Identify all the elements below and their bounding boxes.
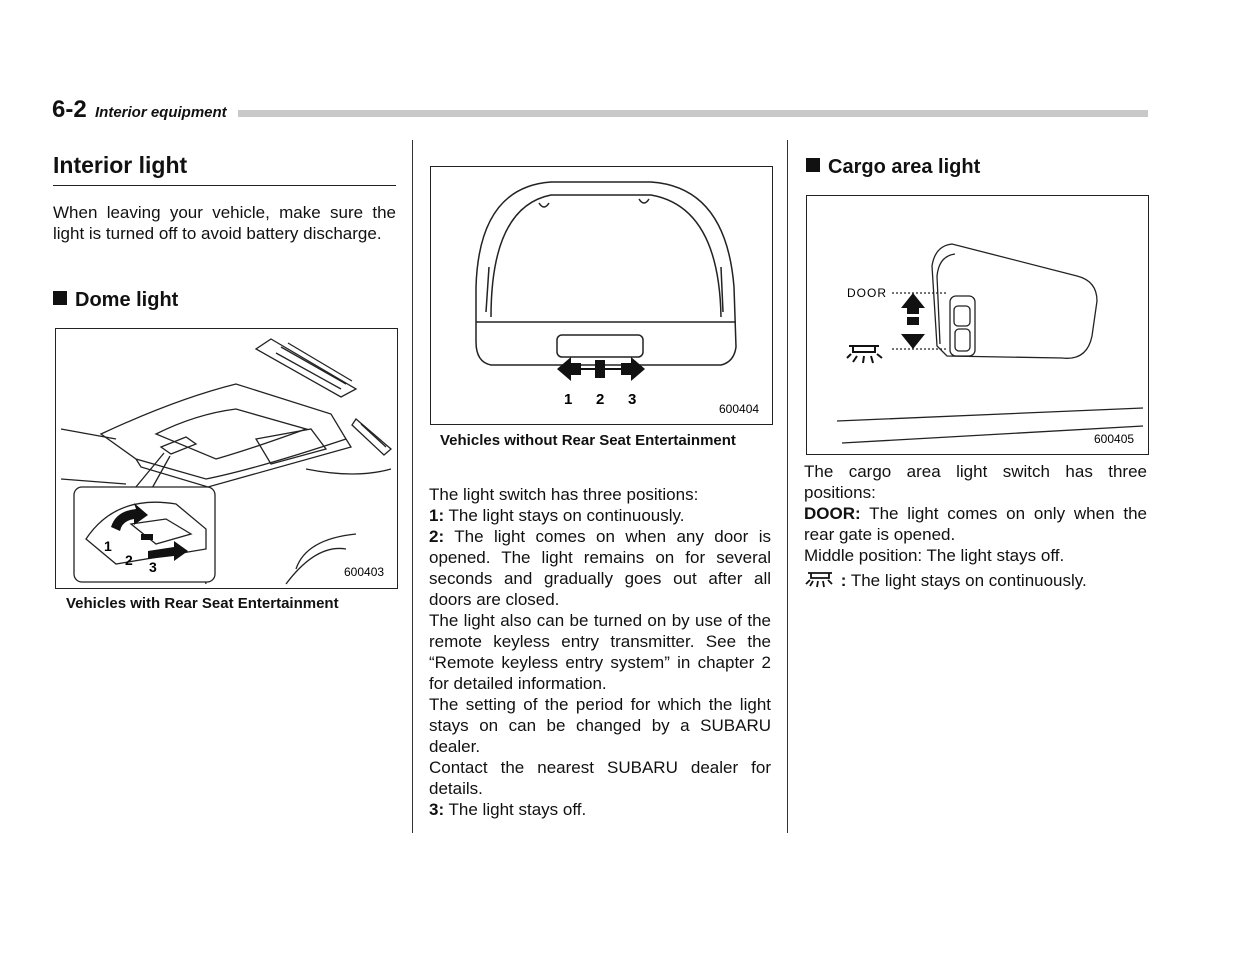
cargo-light-illustration — [807, 196, 1148, 454]
dome-line-3: The light also can be turned on by use of the remote keyless entry transmitter. See the “Remote keyless entry system” in chapter 2 for detailed information. — [429, 611, 771, 693]
dome-line-0: The light switch has three positions: — [429, 485, 699, 504]
lamp-icon — [804, 570, 836, 588]
figure2-label-3: 3 — [628, 391, 637, 408]
column-divider-2 — [787, 140, 788, 833]
dome-line-2: 2: The light comes on when any door is opened. The light remains on for several seconds and gradually goes out after all doors are closed. — [429, 527, 771, 609]
figure3-code: 600405 — [1094, 432, 1135, 446]
cargo-light-heading: Cargo area light — [806, 156, 980, 179]
cargo-light-figure — [806, 195, 1149, 455]
column-divider-1 — [412, 140, 413, 833]
page-number: 6-2 — [52, 96, 87, 123]
dome-light-rse-illustration — [56, 329, 397, 588]
intro-paragraph: When leaving your vehicle, make sure the light is turned off to avoid battery discharge. — [53, 203, 396, 243]
figure2-label-1: 1 — [564, 391, 573, 408]
cargo-on-line: : The light stays on continuously. — [804, 570, 1147, 591]
dome-line-5: Contact the nearest SUBARU dealer for details. — [429, 758, 771, 798]
cargo-door-label: DOOR — [847, 286, 887, 300]
figure2-caption: Vehicles without Rear Seat Entertainment — [440, 432, 736, 449]
figure1-code: 600403 — [344, 565, 385, 579]
cargo-light-text — [804, 461, 1147, 591]
cargo-door-line: DOOR: The light comes on only when the rear gate is opened. — [804, 504, 1147, 544]
dome-light-figure-rse — [55, 328, 398, 589]
figure2-label-2: 2 — [596, 391, 605, 408]
dome-line-4: The setting of the period for which the light stays on can be changed by a SUBARU dealer. — [429, 695, 771, 756]
square-bullet-icon — [806, 158, 820, 172]
cargo-intro: The cargo area light switch has three positions: — [804, 462, 1147, 502]
dome-line-6: 3: The light stays off. — [429, 800, 587, 819]
figure2-code: 600404 — [719, 402, 760, 416]
page-title: Interior light — [53, 152, 188, 178]
dome-light-heading: Dome light — [53, 289, 178, 312]
figure1-caption: Vehicles with Rear Seat Entertainment — [66, 595, 339, 612]
figure1-label-3: 3 — [149, 559, 157, 575]
title-underline — [53, 185, 396, 186]
dome-line-1: 1: The light stays on continuously. — [429, 506, 685, 525]
section-title: Interior equipment — [95, 104, 227, 121]
cargo-middle-line: Middle position: The light stays off. — [804, 546, 1065, 565]
dome-light-figure-standard — [430, 166, 773, 425]
dome-light-standard-illustration — [431, 167, 772, 424]
header-bar — [238, 110, 1148, 117]
lamp-icon — [847, 346, 882, 363]
dome-light-text — [429, 484, 771, 820]
square-bullet-icon — [53, 291, 67, 305]
figure1-label-2: 2 — [125, 552, 133, 568]
figure1-label-1: 1 — [104, 538, 112, 554]
